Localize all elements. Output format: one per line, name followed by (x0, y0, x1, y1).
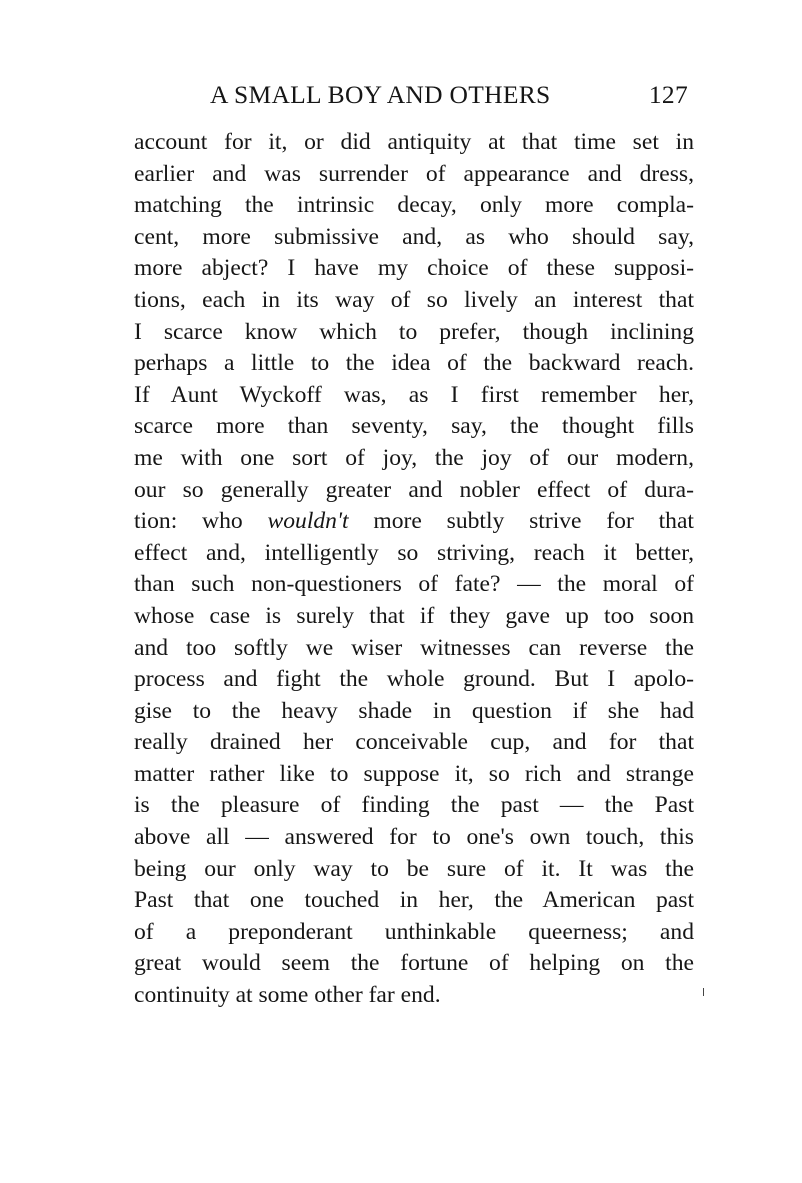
page-number: 127 (648, 80, 688, 109)
text-line: and too softly we wiser witnesses can reverse the (134, 634, 694, 661)
text-line: than such non-questioners of fate? — the moral of (134, 571, 694, 598)
text-line: being our only way to be sure of it. It was the (134, 855, 694, 882)
text-line: account for it, or did antiquity at that time set in (134, 129, 694, 155)
text-line: effect and, intelligently so striving, reach it better, (134, 539, 694, 566)
text-line: Past that one touched in her, the American past (134, 887, 694, 914)
text-line: of a preponderant unthinkable queerness; and (134, 918, 694, 945)
margin-mark (703, 988, 704, 996)
text-line: whose case is surely that if they gave up too soon (134, 602, 694, 629)
text-line: process and fight the whole ground. But I apolo- (134, 666, 694, 693)
text-line: perhaps a little to the idea of the backward reach. (134, 350, 694, 377)
text-line: matter rather like to suppose it, so rich and strange (134, 760, 694, 787)
text-line: great would seem the fortune of helping on the (134, 950, 694, 977)
running-title: A SMALL BOY AND OTHERS (210, 80, 551, 109)
text-segment: tion: who (134, 508, 268, 535)
text-line: If Aunt Wyckoff was, as I first remember her, (134, 381, 694, 408)
text-line: earlier and was surrender of appearance and dress, (134, 160, 694, 187)
text-line-with-italic (134, 506, 694, 538)
italic-word: wouldn't (267, 508, 349, 535)
text-line: our so generally greater and nobler effect of dura- (134, 476, 694, 503)
text-line: I scarce know which to prefer, though inclining (134, 318, 694, 345)
text-line-final: continuity at some other far end. (134, 982, 441, 1009)
text-line: really drained her conceivable cup, and for that (134, 729, 694, 756)
text-line: scarce more than seventy, say, the thought fills (134, 413, 694, 440)
text-line: cent, more submissive and, as who should say, (134, 223, 694, 250)
text-line: above all — answered for to one's own touch, this (134, 824, 694, 851)
text-line: tions, each in its way of so lively an interest that (134, 286, 694, 313)
text-line: gise to the heavy shade in question if she had (134, 697, 694, 724)
text-line: me with one sort of joy, the joy of our modern, (134, 444, 694, 471)
text-line: more abject? I have my choice of these supposi- (134, 255, 694, 282)
body-text (134, 127, 694, 1012)
text-line: is the pleasure of finding the past — the Past (134, 792, 694, 819)
text-segment: more subtly strive for that (348, 508, 694, 535)
text-line: matching the intrinsic decay, only more compla- (134, 192, 694, 219)
running-head (134, 80, 694, 114)
